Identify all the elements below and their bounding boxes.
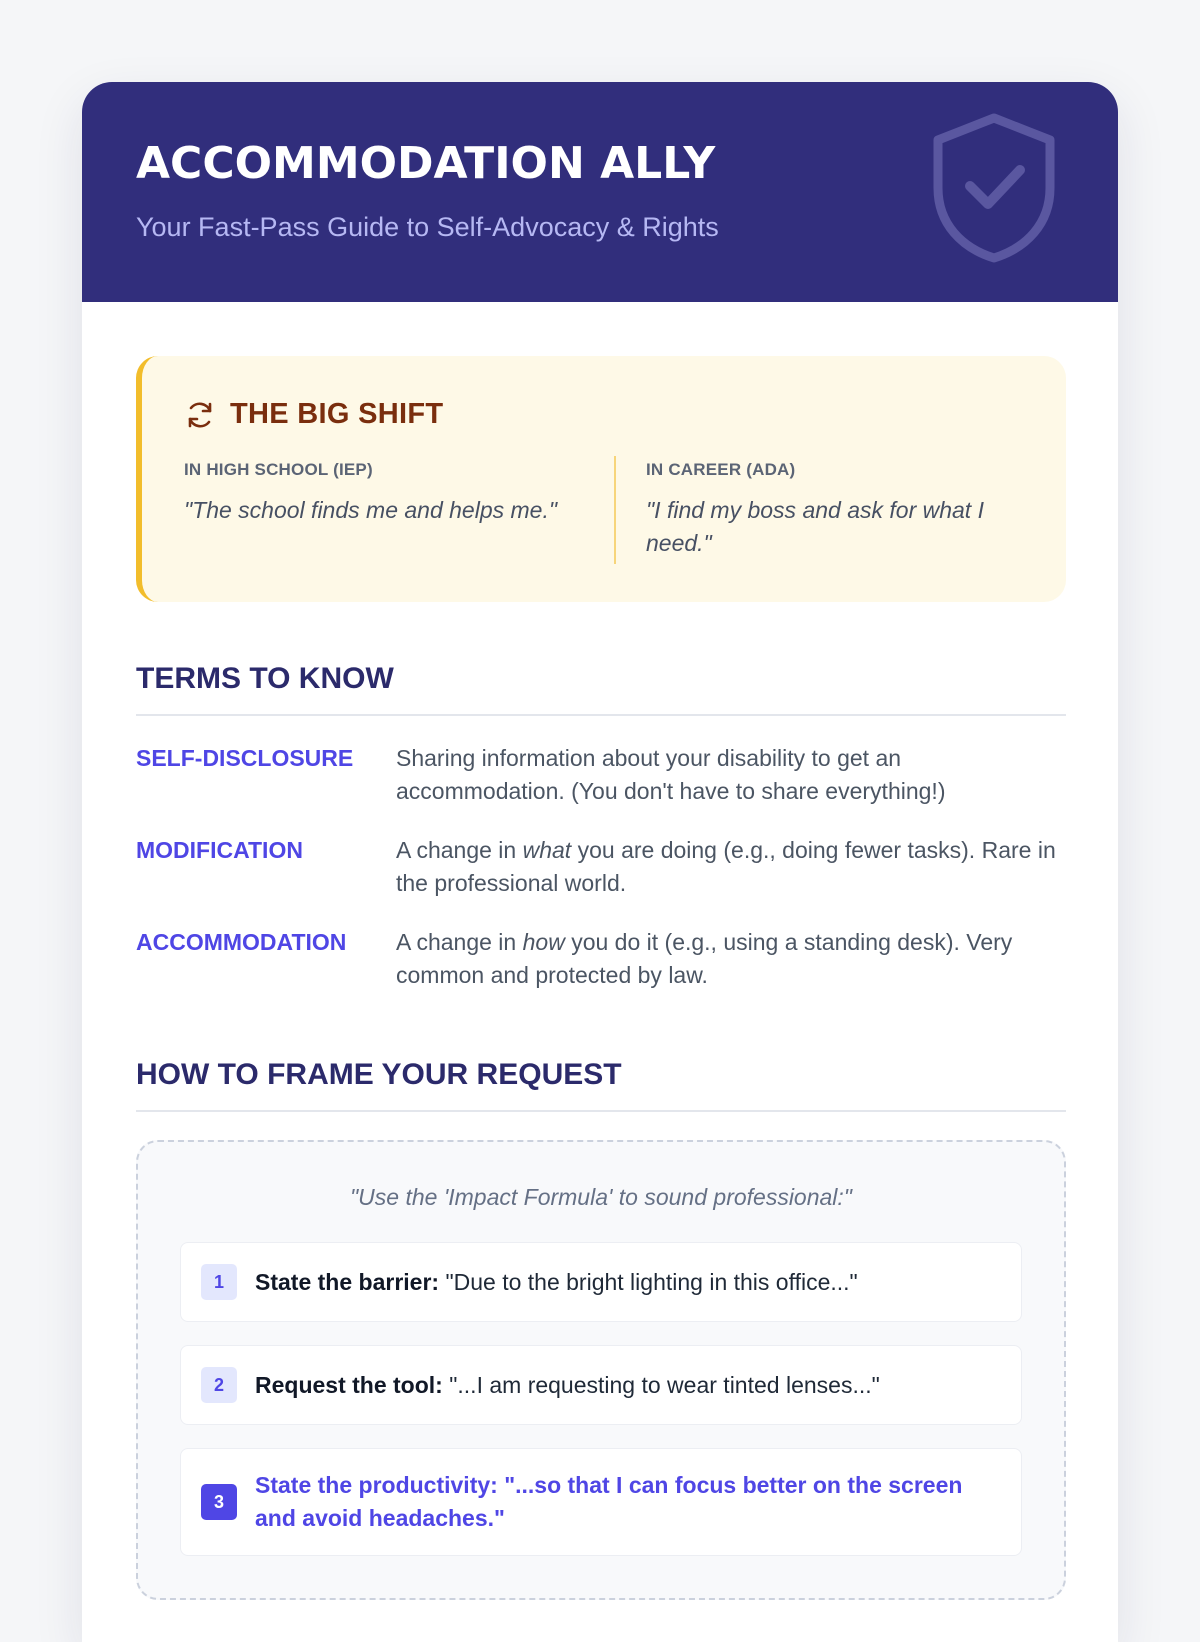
high-school-label: IN HIGH SCHOOL (IEP) — [184, 460, 373, 479]
step-text: State the barrier: "Due to the bright lighting in this office..." — [255, 1268, 858, 1295]
career-label: IN CAREER (ADA) — [646, 460, 796, 479]
step-number: 2 — [201, 1367, 237, 1403]
formula-intro: "Use the 'Impact Formula' to sound professional:" — [350, 1184, 852, 1210]
big-shift-title: THE BIG SHIFT — [230, 398, 444, 430]
term-emphasis: what — [522, 837, 572, 863]
step-number: 3 — [201, 1484, 237, 1520]
step-label: Request the tool: — [255, 1371, 443, 1398]
career-quote: "I find my boss and ask for what I need." — [646, 497, 984, 556]
term-self-disclosure — [136, 742, 1066, 808]
term-name: ACCOMMODATION — [136, 929, 347, 955]
page-title: ACCOMMODATION ALLY — [136, 138, 716, 189]
frame-section — [136, 1058, 1066, 1600]
refresh-icon — [184, 399, 216, 431]
high-school-quote: "The school finds me and helps me." — [184, 497, 558, 523]
frame-title: HOW TO FRAME YOUR REQUEST — [136, 1058, 622, 1091]
terms-section — [136, 662, 1066, 992]
section-divider — [136, 1110, 1066, 1112]
formula-step-highlight — [180, 1448, 1022, 1556]
header — [82, 82, 1118, 302]
career-column — [646, 460, 1036, 560]
high-school-column — [184, 460, 604, 527]
term-definition: A change in what you are doing (e.g., doing fewer tasks). Rare in the professional world. — [396, 837, 1056, 896]
term-emphasis: how — [522, 929, 565, 955]
big-shift-header — [184, 398, 443, 431]
step-text: Request the tool: "...I am requesting to wear tinted lenses..." — [255, 1371, 880, 1398]
term-name: SELF-DISCLOSURE — [136, 745, 354, 771]
term-definition: Sharing information about your disability to get an accommodation. (You don't have to share everything!) — [396, 745, 946, 804]
term-accommodation — [136, 926, 1066, 992]
content — [136, 356, 1066, 1531]
shield-check-icon — [930, 112, 1058, 264]
term-definition: A change in how you do it (e.g., using a standing desk). Very common and protected by law. — [396, 929, 1013, 988]
column-divider — [614, 456, 616, 564]
big-shift-panel — [136, 356, 1066, 602]
term-name: MODIFICATION — [136, 837, 303, 863]
terms-title: TERMS TO KNOW — [136, 662, 394, 695]
term-modification — [136, 834, 1066, 900]
formula-step — [180, 1345, 1022, 1425]
guide-card — [82, 82, 1118, 1642]
formula-step — [180, 1242, 1022, 1322]
section-divider — [136, 714, 1066, 716]
terms-list — [136, 742, 1066, 992]
impact-formula-box — [136, 1140, 1066, 1600]
page-subtitle: Your Fast-Pass Guide to Self-Advocacy & Rights — [136, 212, 719, 242]
step-number: 1 — [201, 1264, 237, 1300]
step-text: State the productivity: "...so that I can focus better on the screen and avoid headaches." — [255, 1472, 963, 1531]
step-label: State the barrier: — [255, 1268, 440, 1295]
step-label: State the productivity: — [255, 1472, 498, 1498]
